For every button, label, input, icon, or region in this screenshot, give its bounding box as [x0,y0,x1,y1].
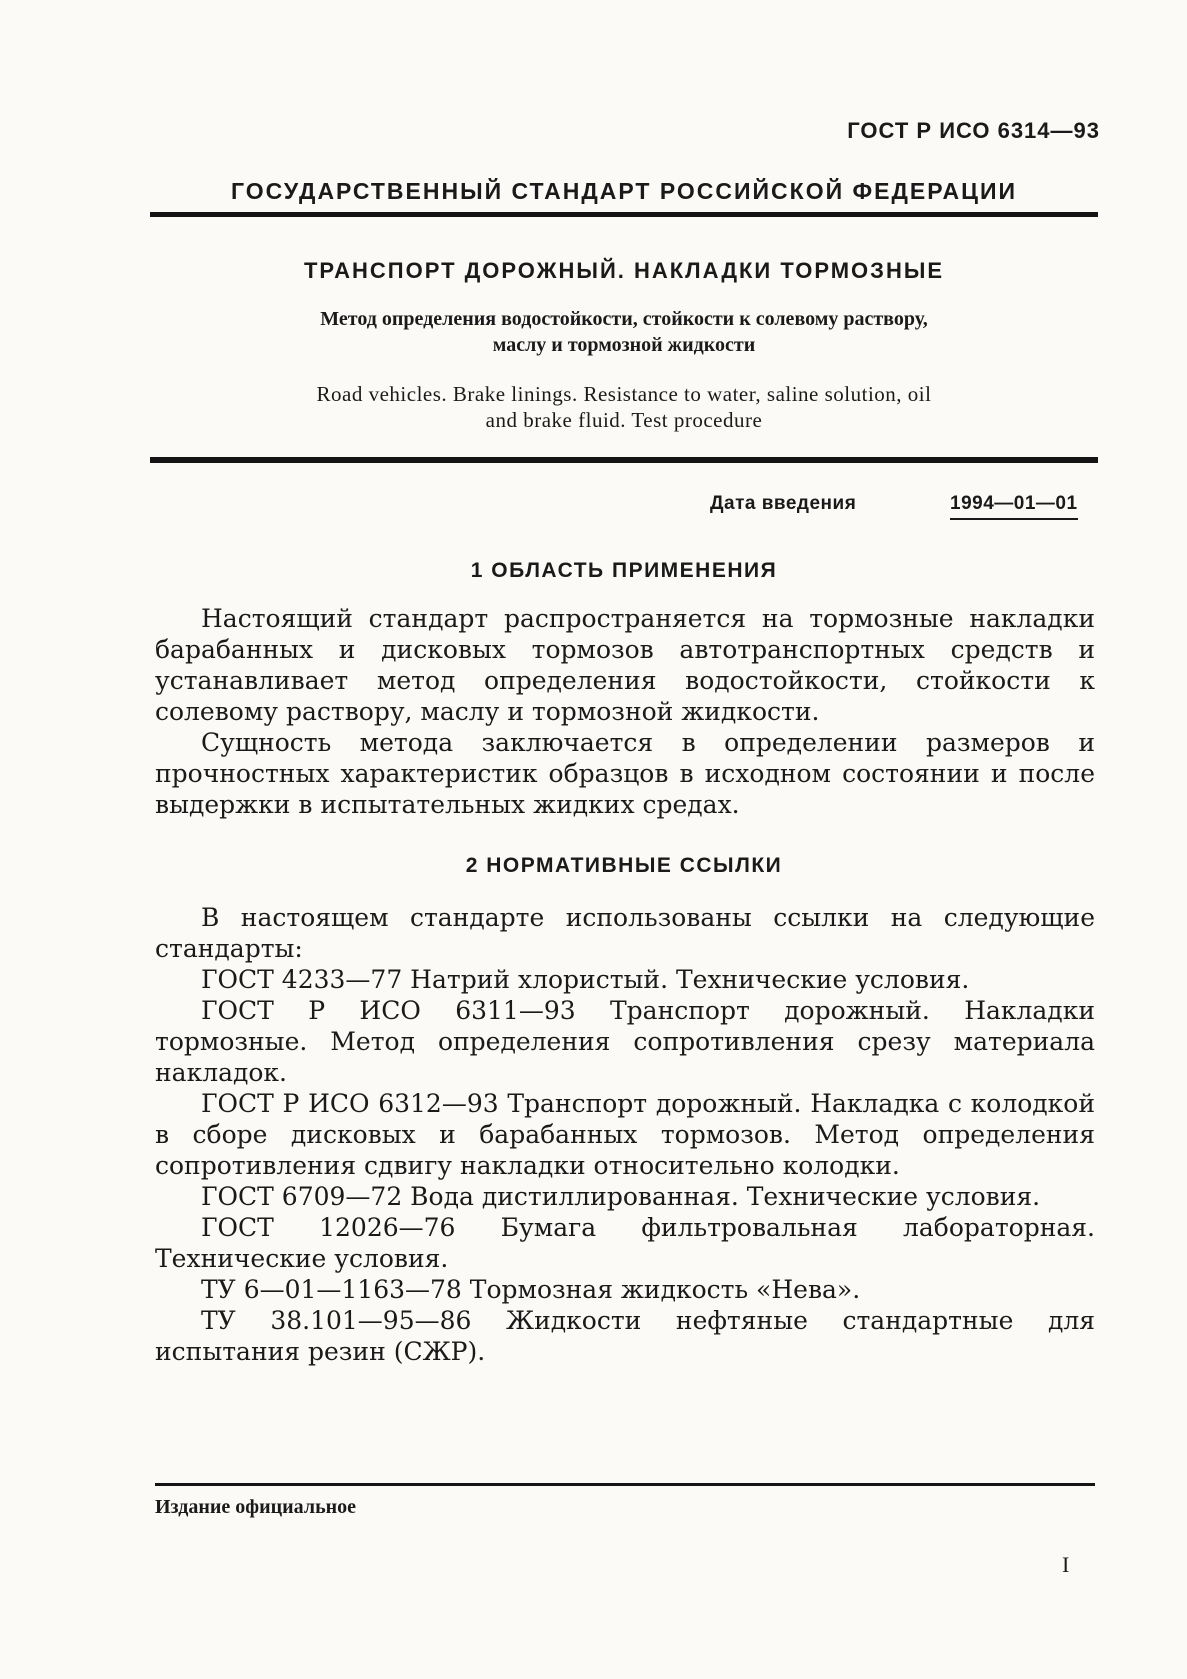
english-title [150,381,1098,433]
introduction-date-value: 1994—01—01 [950,493,1078,520]
paragraph: В настоящем стандарте использованы ссылки на следующие стандарты: [155,903,1095,963]
section-1-body [155,603,1095,820]
standard-type: ГОСУДАРСТВЕННЫЙ СТАНДАРТ РОССИЙСКОЙ ФЕДЕРАЦИИ [230,178,1018,204]
section-2-heading: 2 НОРМАТИВНЫЕ ССЫЛКИ [465,854,783,877]
paragraph: Сущность метода заключается в определении размеров и прочностных характеристик образцов в исходном состоянии и после выдержки в испытательных жидких средах. [155,728,1095,819]
section-2-body [155,902,1095,1367]
reference-item: ГОСТ 12026—76 Бумага фильтровальная лабораторная. Технические условия. [155,1213,1095,1273]
document-title: ТРАНСПОРТ ДОРОЖНЫЙ. НАКЛАДКИ ТОРМОЗНЫЕ [303,258,945,283]
document-subtitle [150,306,1098,358]
footer-rule [155,1483,1095,1486]
english-title-line-1: Road vehicles. Brake linings. Resistance to water, saline solution, oil [316,382,932,406]
reference-item: ГОСТ Р ИСО 6311—93 Транспорт дорожный. Накладки тормозные. Метод определения сопротивления срезу материала накладок. [155,996,1095,1087]
introduction-date-label: Дата введения [710,493,857,514]
reference-item: ГОСТ Р ИСО 6312—93 Транспорт дорожный. Накладка с колодкой в сборе дисковых и барабанных тормозов. Метод определения сопротивления сдвигу накладки относительно колодки. [155,1089,1095,1180]
section-1-heading: 1 ОБЛАСТЬ ПРИМЕНЕНИЯ [470,559,778,582]
reference-item: ТУ 38.101—95—86 Жидкости нефтяные стандартные для испытания резин (СЖР). [155,1306,1095,1366]
title-rule [150,457,1098,463]
standard-number: ГОСТ Р ИСО 6314—93 [847,118,1100,143]
subtitle-line-2: маслу и тормозной жидкости [492,334,756,356]
subtitle-line-1: Метод определения водостойкости, стойкости к солевому раствору, [320,308,928,330]
paragraph: Настоящий стандарт распространяется на тормозные накладки барабанных и дисковых тормозов автотранспортных средств и устанавливает метод определения водостойкости, стойкости к солевому раствору, маслу и тормозной жидкости. [155,604,1095,726]
english-title-line-2: and brake fluid. Test procedure [485,408,763,432]
reference-item: ГОСТ 4233—77 Натрий хлористый. Технические условия. [201,965,970,994]
header-rule [150,212,1098,217]
edition-label: Издание официальное [155,1496,357,1518]
reference-item: ГОСТ 6709—72 Вода дистиллированная. Технические условия. [201,1182,1041,1211]
page-number: I [1062,1552,1070,1577]
reference-item: ТУ 6—01—1163—78 Тормозная жидкость «Нева». [201,1275,861,1304]
